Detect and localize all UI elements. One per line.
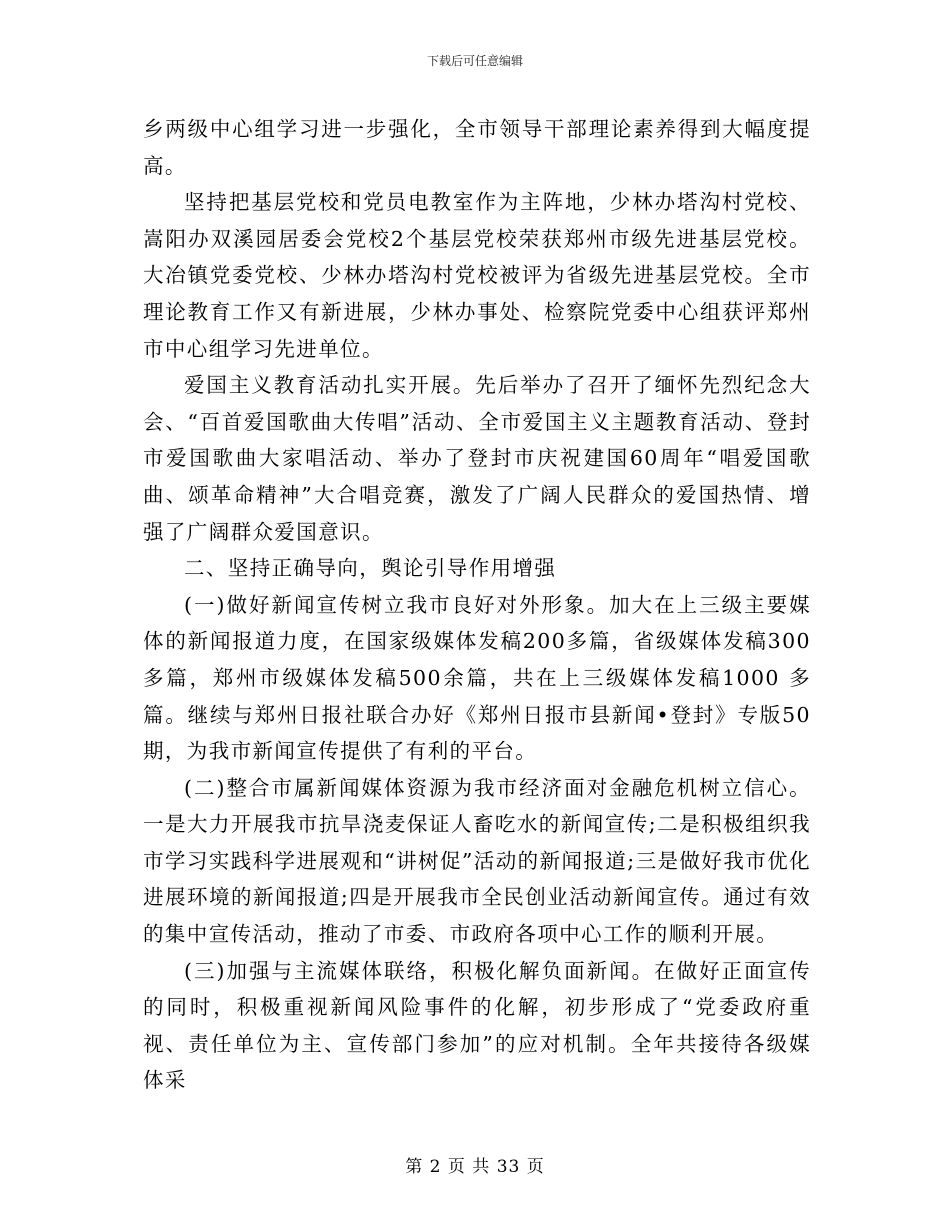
section-heading: 二、坚持正确导向，舆论引导作用增强: [184, 556, 557, 581]
paragraph-2: 坚持把基层党校和党员电教室作为主阵地，少林办塔沟村党校、嵩阳办双溪园居委会党校2个基层党校荣获郑州市级先进基层党校。大冶镇党委党校、少林办塔沟村党校被评为省级先进基层党校。全市理论教育工作又有新进展，少林办事处、检察院党委中心组获评郑州市中心组学习先进单位。: [143, 190, 811, 361]
paragraph-6: (三)加强与主流媒体联络，积极化解负面新闻。在做好正面宣传的同时，积极重视新闻风险事件的化解，初步形成了“党委政府重视、责任单位为主、宣传部门参加”的应对机制。全年共接待各级媒体采: [143, 958, 811, 1093]
page-number-footer: 第 2 页 共 33 页: [405, 1157, 545, 1177]
page-header: 下载后可任意编辑: [426, 54, 523, 68]
paragraph-5: (二)整合市属新闻媒体资源为我市经济面对金融危机树立信心。一是大力开展我市抗旱浇麦保证人畜吃水的新闻宣传;二是积极组织我市学习实践科学进展观和“讲树促”活动的新闻报道;三是做好我市优化进展环境的新闻报道;四是开展我市全民创业活动新闻宣传。通过有效的集中宣传活动，推动了市委、市政府各项中心工作的顺利开展。: [143, 775, 811, 947]
paragraph-1: 乡两级中心组学习进一步强化，全市领导干部理论素养得到大幅度提高。: [143, 117, 811, 178]
document-body: [143, 111, 811, 1099]
paragraph-3: 爱国主义教育活动扎实开展。先后举办了召开了缅怀先烈纪念大会、“百首爱国歌曲大传唱”活动、全市爱国主义主题教育活动、登封市爱国歌曲大家唱活动、举办了登封市庆祝建国60周年“唱爱国歌曲、颂革命精神”大合唱竞赛，激发了广阔人民群众的爱国热情、增强了广阔群众爱国意识。: [143, 373, 811, 544]
paragraph-4: (一)做好新闻宣传树立我市良好对外形象。加大在上三级主要媒体的新闻报道力度，在国家级媒体发稿200多篇，省级媒体发稿300多篇，郑州市级媒体发稿500余篇，共在上三级媒体发稿1000 多篇。继续与郑州日报社联合办好《郑州日报市县新闻•登封》专版50期，为我市新闻宣传提供了有利的平台。: [143, 592, 811, 764]
